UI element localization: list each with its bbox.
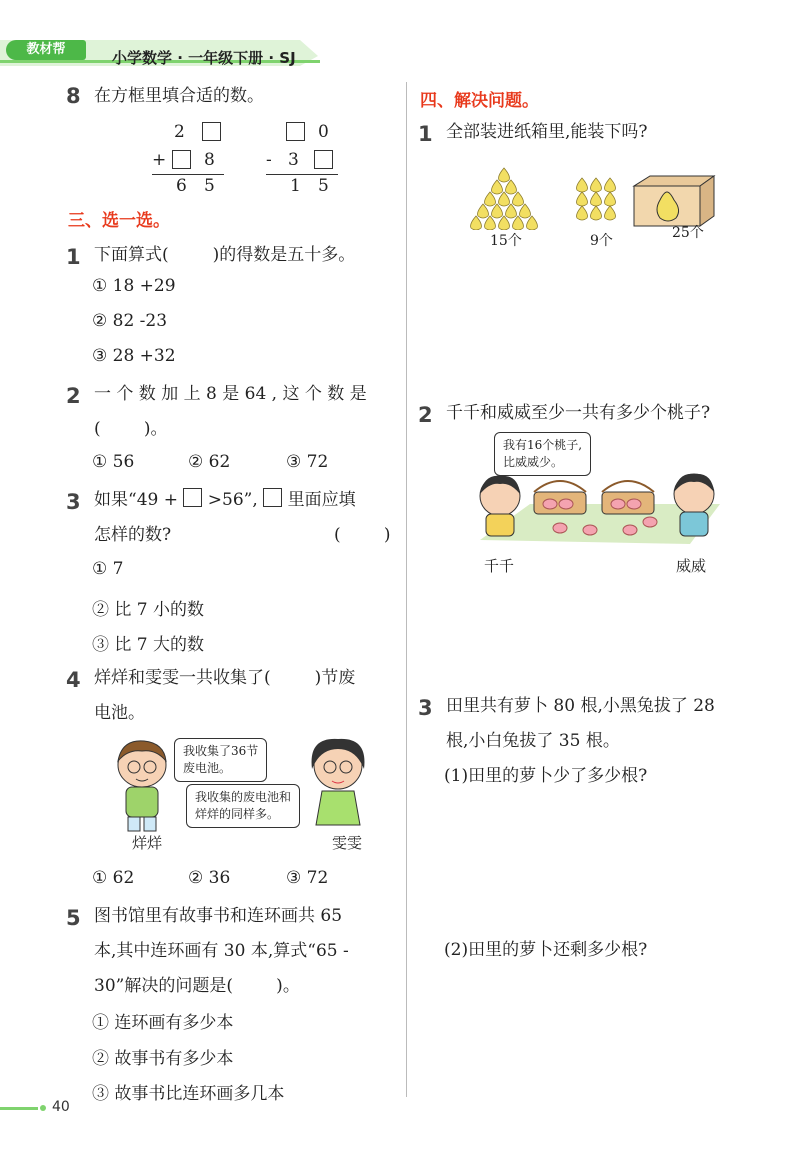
peach-kids-illustration [470,470,730,550]
header-title: 小学数学 · 一年级下册 · SJ [112,49,296,67]
peach-icon [643,517,657,527]
s3-q1-number: 1 [66,245,81,269]
cardboard-box [634,176,714,226]
s3-q4-line1 [94,661,355,695]
pear-icon [513,216,524,230]
s3-q5-number: 5 [66,906,81,930]
add-operator: + [152,150,167,170]
pear-icon [478,204,489,218]
pear-icon [591,192,602,206]
s4-q1-text: 全部装进纸箱里,能装下吗? [446,122,648,142]
q8-number: 8 [66,84,81,108]
sub-operator: - [266,150,272,170]
s3-q2-option[interactable]: ③ 72 [286,452,329,472]
s3-q4-option[interactable]: ① 62 [92,868,135,888]
sub-bottom-digit: 3 [288,150,299,170]
peach-icon [623,525,637,535]
s3-q5-line2: 本,其中连环画有 30 本,算式“65 - [94,941,349,961]
boy-qianqian-figure [480,476,520,536]
pear-icon [471,216,482,230]
q4-name-right: 雯雯 [332,834,363,852]
peach-icon [543,499,557,509]
s3-q1-option[interactable]: ① 18 +29 [92,276,176,296]
peach-icon [583,525,597,535]
column-divider [406,82,407,1097]
pear-icon [527,216,538,230]
s3-q2-option[interactable]: ① 56 [92,452,135,472]
s3-q3-answer-paren[interactable]: ( ) [334,525,391,545]
add-bottom-digit: 8 [204,150,215,170]
add-line [152,174,224,175]
pear-icon [577,178,588,192]
s3-q3-option[interactable]: ① 7 [92,559,124,579]
add-blank-box[interactable] [202,122,221,141]
s3-q3-line2: 怎样的数? [94,525,172,545]
s3-q2-line2[interactable]: ( )。 [94,419,168,439]
s3-q5-option[interactable]: ① 连环画有多少本 [92,1013,234,1033]
pear-icon [591,178,602,192]
s3-q3-text-c: 里面应填 [287,490,356,510]
s3-q4-option[interactable]: ② 36 [188,868,231,888]
s3-q5-line3[interactable]: 30”解决的问题是( )。 [94,976,300,996]
s4-q3-number: 3 [418,696,433,720]
pear-group-9 [577,178,616,220]
q8-addition [150,120,224,200]
boy-weiwei-figure [674,474,714,536]
peach-icon [559,499,573,509]
pear-icon [520,204,531,218]
pear-icon [499,168,510,182]
basket-right [602,481,654,514]
footer-dot [40,1105,46,1111]
s4-q1-number: 1 [418,122,433,146]
add-result-digit: 5 [204,176,215,196]
s3-q5-option[interactable]: ② 故事书有多少本 [92,1049,234,1069]
add-result-digit: 6 [176,176,187,196]
footer-line [0,1107,38,1110]
s3-q3-text-b: >56”, [207,490,258,510]
s3-q1-text-b: )的得数是五十多。 [212,245,356,265]
pear-icon [605,178,616,192]
pear-pyramid-15 [471,168,538,230]
pear-label-15: 15个 [490,233,522,249]
s3-q1-text-a: 下面算式( [94,245,169,265]
q4-name-left: 烊烊 [132,834,163,852]
s3-q3-line1 [94,483,356,517]
pears-and-box-illustration [464,166,724,230]
q2-name-right: 威威 [676,557,707,575]
section4-title: 四、解决问题。 [420,91,539,111]
s4-q3-line1: 田里共有萝卜 80 根,小黑兔拔了 28 [446,696,715,716]
pear-icon [577,206,588,220]
pear-icon [506,180,517,194]
s3-q3-number: 3 [66,490,81,514]
s4-q2-number: 2 [418,403,433,427]
s4-q3-sub2: (2)田里的萝卜还剩多少根? [444,940,648,960]
pear-icon [591,206,602,220]
s4-q2-text: 千千和威威至少一共有多少个桃子? [446,403,711,423]
s3-q2-number: 2 [66,384,81,408]
page-number: 40 [52,1099,70,1115]
s3-q3-box [263,488,282,507]
sub-top-digit: 0 [318,122,329,142]
q2-speech-bubble: 我有16个桃子, 比威威少。 [494,432,591,476]
pear-icon [506,204,517,218]
peach-icon [611,499,625,509]
sub-result-digit: 5 [318,176,329,196]
header-badge: 教材帮 [6,40,86,60]
q8-subtraction [264,120,338,200]
pear-icon [499,216,510,230]
basket-left [534,481,586,514]
pear-label-9: 9个 [590,233,613,249]
q8-text: 在方框里填合适的数。 [94,86,264,106]
pear-icon [605,192,616,206]
q4-speech-bubble-left: 我收集了36节 废电池。 [174,738,267,782]
add-top-digit: 2 [174,122,185,142]
s3-q5-option[interactable]: ③ 故事书比连环画多几本 [92,1084,285,1104]
s3-q4-text-b: )节废 [314,668,356,688]
pear-icon [605,206,616,220]
pear-icon [492,204,503,218]
sub-blank-box[interactable] [286,122,305,141]
s4-q3-sub1: (1)田里的萝卜少了多少根? [444,766,648,786]
s3-q4-number: 4 [66,668,81,692]
pear-icon [492,180,503,194]
s3-q4-line2: 电池。 [94,703,145,723]
s3-q4-option[interactable]: ③ 72 [286,868,329,888]
q2-name-left: 千千 [484,557,515,575]
s3-q3-box [183,488,202,507]
s3-q3-option[interactable]: ② 比 7 小的数 [92,600,205,620]
s3-q1-text [94,238,355,272]
s3-q3-option[interactable]: ③ 比 7 大的数 [92,635,205,655]
s3-q3-text-a: 如果“49 + [94,490,178,510]
box-label-25: 25个 [672,225,704,241]
sub-line [266,174,338,175]
girl-figure [312,739,365,825]
s3-q1-option[interactable]: ③ 28 +32 [92,346,176,366]
s3-q4-text-a: 烊烊和雯雯一共收集了( [94,668,271,688]
s3-q1-option[interactable]: ② 82 -23 [92,311,168,331]
pear-icon [577,192,588,206]
s3-q2-option[interactable]: ② 62 [188,452,231,472]
sub-blank-box[interactable] [314,150,333,169]
section3-title: 三、选一选。 [68,211,170,231]
s3-q2-line1: 一 个 数 加 上 8 是 64 , 这 个 数 是 [94,384,367,404]
boy-figure [118,741,166,831]
s3-q5-line1: 图书馆里有故事书和连环画共 65 [94,906,343,926]
pear-icon [485,216,496,230]
add-blank-box[interactable] [172,150,191,169]
s4-q3-line2: 根,小白兔拔了 35 根。 [446,731,620,751]
peach-icon [553,523,567,533]
q4-speech-bubble-right: 我收集的废电池和 烊烊的同样多。 [186,784,300,828]
pear-icon [485,192,496,206]
sub-result-digit: 1 [290,176,301,196]
peach-icon [627,499,641,509]
pear-icon [513,192,524,206]
pear-icon [499,192,510,206]
